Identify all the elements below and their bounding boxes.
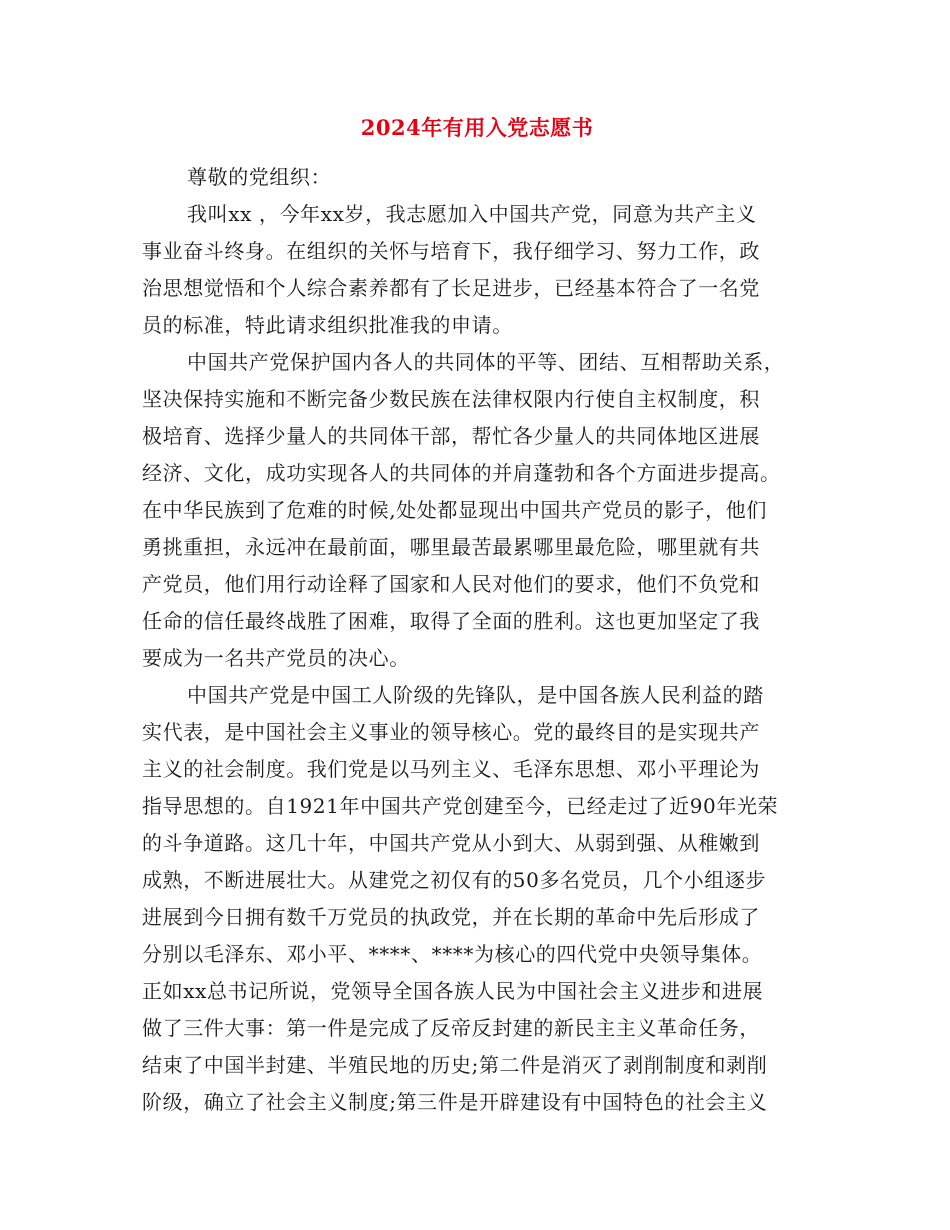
text-line: 正如xx总书记所说，党领导全国各族人民为中国社会主义进步和进展 — [142, 979, 764, 1003]
text-line: 中国共产党保护国内各人的共同体的平等、团结、互相帮助关系， — [187, 350, 785, 374]
text-line: 做了三件大事：第一件是完成了反帝反封建的新民主主义革命任务， — [142, 1016, 760, 1040]
text-line: 中国共产党是中国工人阶级的先锋队，是中国各族人民利益的踏 — [187, 683, 764, 707]
text-line: 极培育、选择少量人的共同体干部，帮忙各少量人的共同体地区进展 — [142, 424, 760, 448]
text-line: 阶级，确立了社会主义制度;第三件是开辟建设有中国特色的社会主义 — [142, 1090, 768, 1114]
text-line: 事业奋斗终身。在组织的关怀与培育下，我仔细学习、努力工作，政 — [142, 239, 760, 263]
text-line: 结束了中国半封建、半殖民地的历史;第二件是消灭了剥削制度和剥削 — [142, 1053, 768, 1077]
text-line: 分别以毛泽东、邓小平、****、****为核心的四代党中央领导集体。 — [142, 942, 763, 966]
document-body — [142, 196, 812, 1121]
text-line: 进展到今日拥有数千万党员的执政党，并在长期的革命中先后形成了 — [142, 905, 760, 929]
text-line: 成熟，不断进展壮大。从建党之初仅有的50多名党员，几个小组逐步 — [142, 868, 767, 892]
text-line: 要成为一名共产党员的决心。 — [142, 646, 410, 670]
text-line: 在中华民族到了危难的时候,处处都显现出中国共产党员的影子，他们 — [142, 498, 767, 522]
text-line: 任命的信任最终战胜了困难，取得了全面的胜利。这也更加坚定了我 — [142, 609, 760, 633]
document-page — [142, 108, 812, 1121]
text-line: 员的标准，特此请求组织批准我的申请。 — [142, 313, 513, 337]
text-line: 产党员，他们用行动诠释了国家和人民对他们的要求，他们不负党和 — [142, 572, 760, 596]
text-line: 实代表，是中国社会主义事业的领导核心。党的最终目的是实现共产 — [142, 720, 760, 744]
salutation: 尊敬的党组织： — [187, 165, 332, 189]
document-title: 2024年有用入党志愿书 — [360, 115, 594, 140]
text-line: 我叫xx ，今年xx岁，我志愿加入中国共产党，同意为共产主义 — [187, 202, 757, 226]
text-line: 坚决保持实施和不断完备少数民族在法律权限内行使自主权制度，积 — [142, 387, 760, 411]
text-line: 勇挑重担，永远冲在最前面，哪里最苦最累哪里最危险，哪里就有共 — [142, 535, 760, 559]
text-line: 主义的社会制度。我们党是以马列主义、毛泽东思想、邓小平理论为 — [142, 757, 760, 781]
text-line: 经济、文化，成功实现各人的共同体的并肩蓬勃和各个方面进步提高。 — [142, 461, 781, 485]
text-line: 的斗争道路。这几十年，中国共产党从小到大、从弱到强、从稚嫩到 — [142, 831, 760, 855]
text-line: 指导思想的。自1921年中国共产党创建至今，已经走过了近90年光荣 — [142, 794, 779, 818]
text-line: 治思想觉悟和个人综合素养都有了长足进步，已经基本符合了一名党 — [142, 276, 760, 300]
